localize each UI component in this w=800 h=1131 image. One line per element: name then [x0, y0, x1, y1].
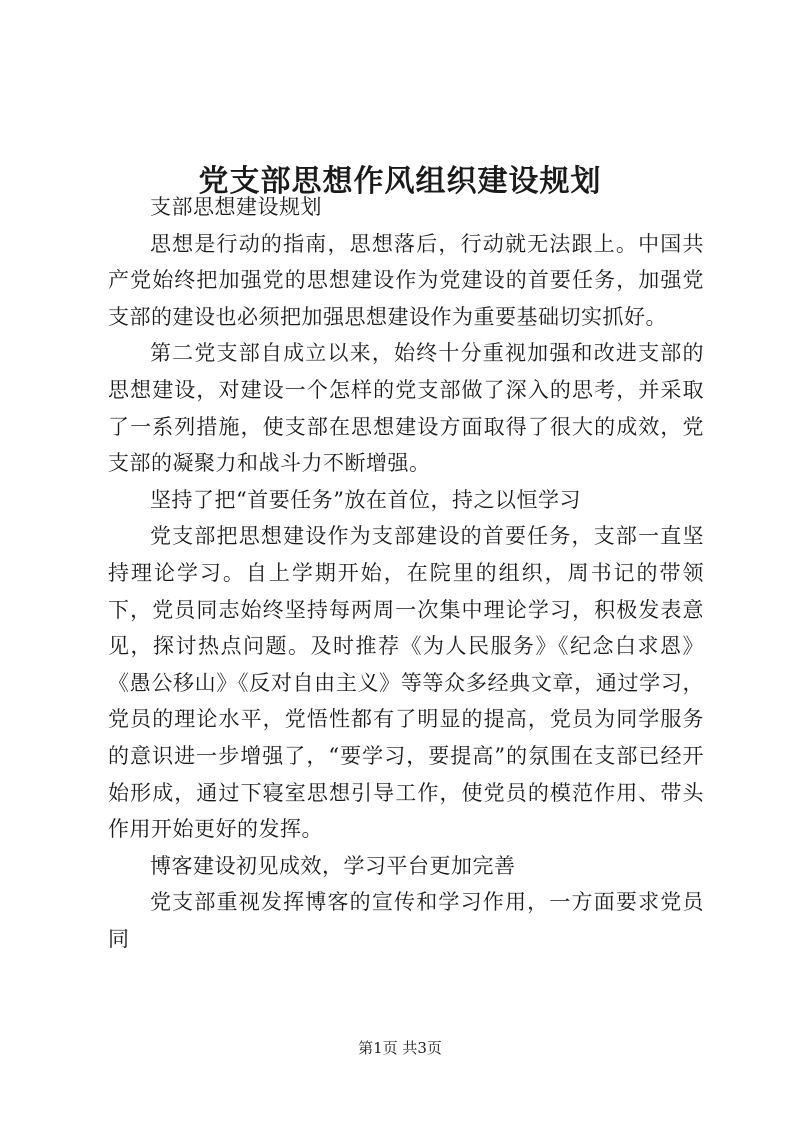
paragraph-intro: 思想是行动的指南，思想落后，行动就无法跟上。中国共产党始终把加强党的思想建设作为党建设的首要任务，加强党支部的建设也必须把加强思想建设作为重要基础切实抓好。 — [108, 231, 704, 329]
document-body — [108, 189, 704, 957]
document-title: 党支部思想作风组织建设规划 — [198, 164, 602, 200]
section-heading-persistent-study: 坚持了把“首要任务”放在首位，持之以恒学习 — [150, 487, 581, 512]
section-heading-blog-building: 博客建设初见成效，学习平台更加完善 — [150, 853, 516, 878]
paragraph-branch-overview: 第二党支部自成立以来，始终十分重视加强和改进支部的思想建设，对建设一个怎样的党支部做了深入的思考，并采取了一系列措施，使支部在思想建设方面取得了很大的成效，党支部的凝聚力和战斗力不断增强。 — [108, 341, 704, 476]
page-indicator: 第1页 共3页 — [358, 1039, 442, 1057]
section-heading-thought-building: 支部思想建设规划 — [150, 195, 322, 219]
paragraph-theory-study: 党支部把思想建设作为支部建设的首要任务，支部一直坚持理论学习。自上学期开始，在院里的组织，周书记的带领下，党员同志始终坚持每两周一次集中理论学习，积极发表意见，探讨热点问题。及时推荐《为人民服务》《纪念白求恩》《愚公移山》《反对自由主义》等等众多经典文章，通过学习，党员的理论水平，党悟性都有了明显的提高，党员为同学服务的意识进一步增强了，“要学习，要提高”的氛围在支部已经开始形成，通过下寝室思想引导工作，使党员的模范作用、带头作用开始更好的发挥。 — [108, 524, 704, 842]
paragraph-blog: 党支部重视发挥博客的宣传和学习作用，一方面要求党员同 — [108, 890, 704, 951]
